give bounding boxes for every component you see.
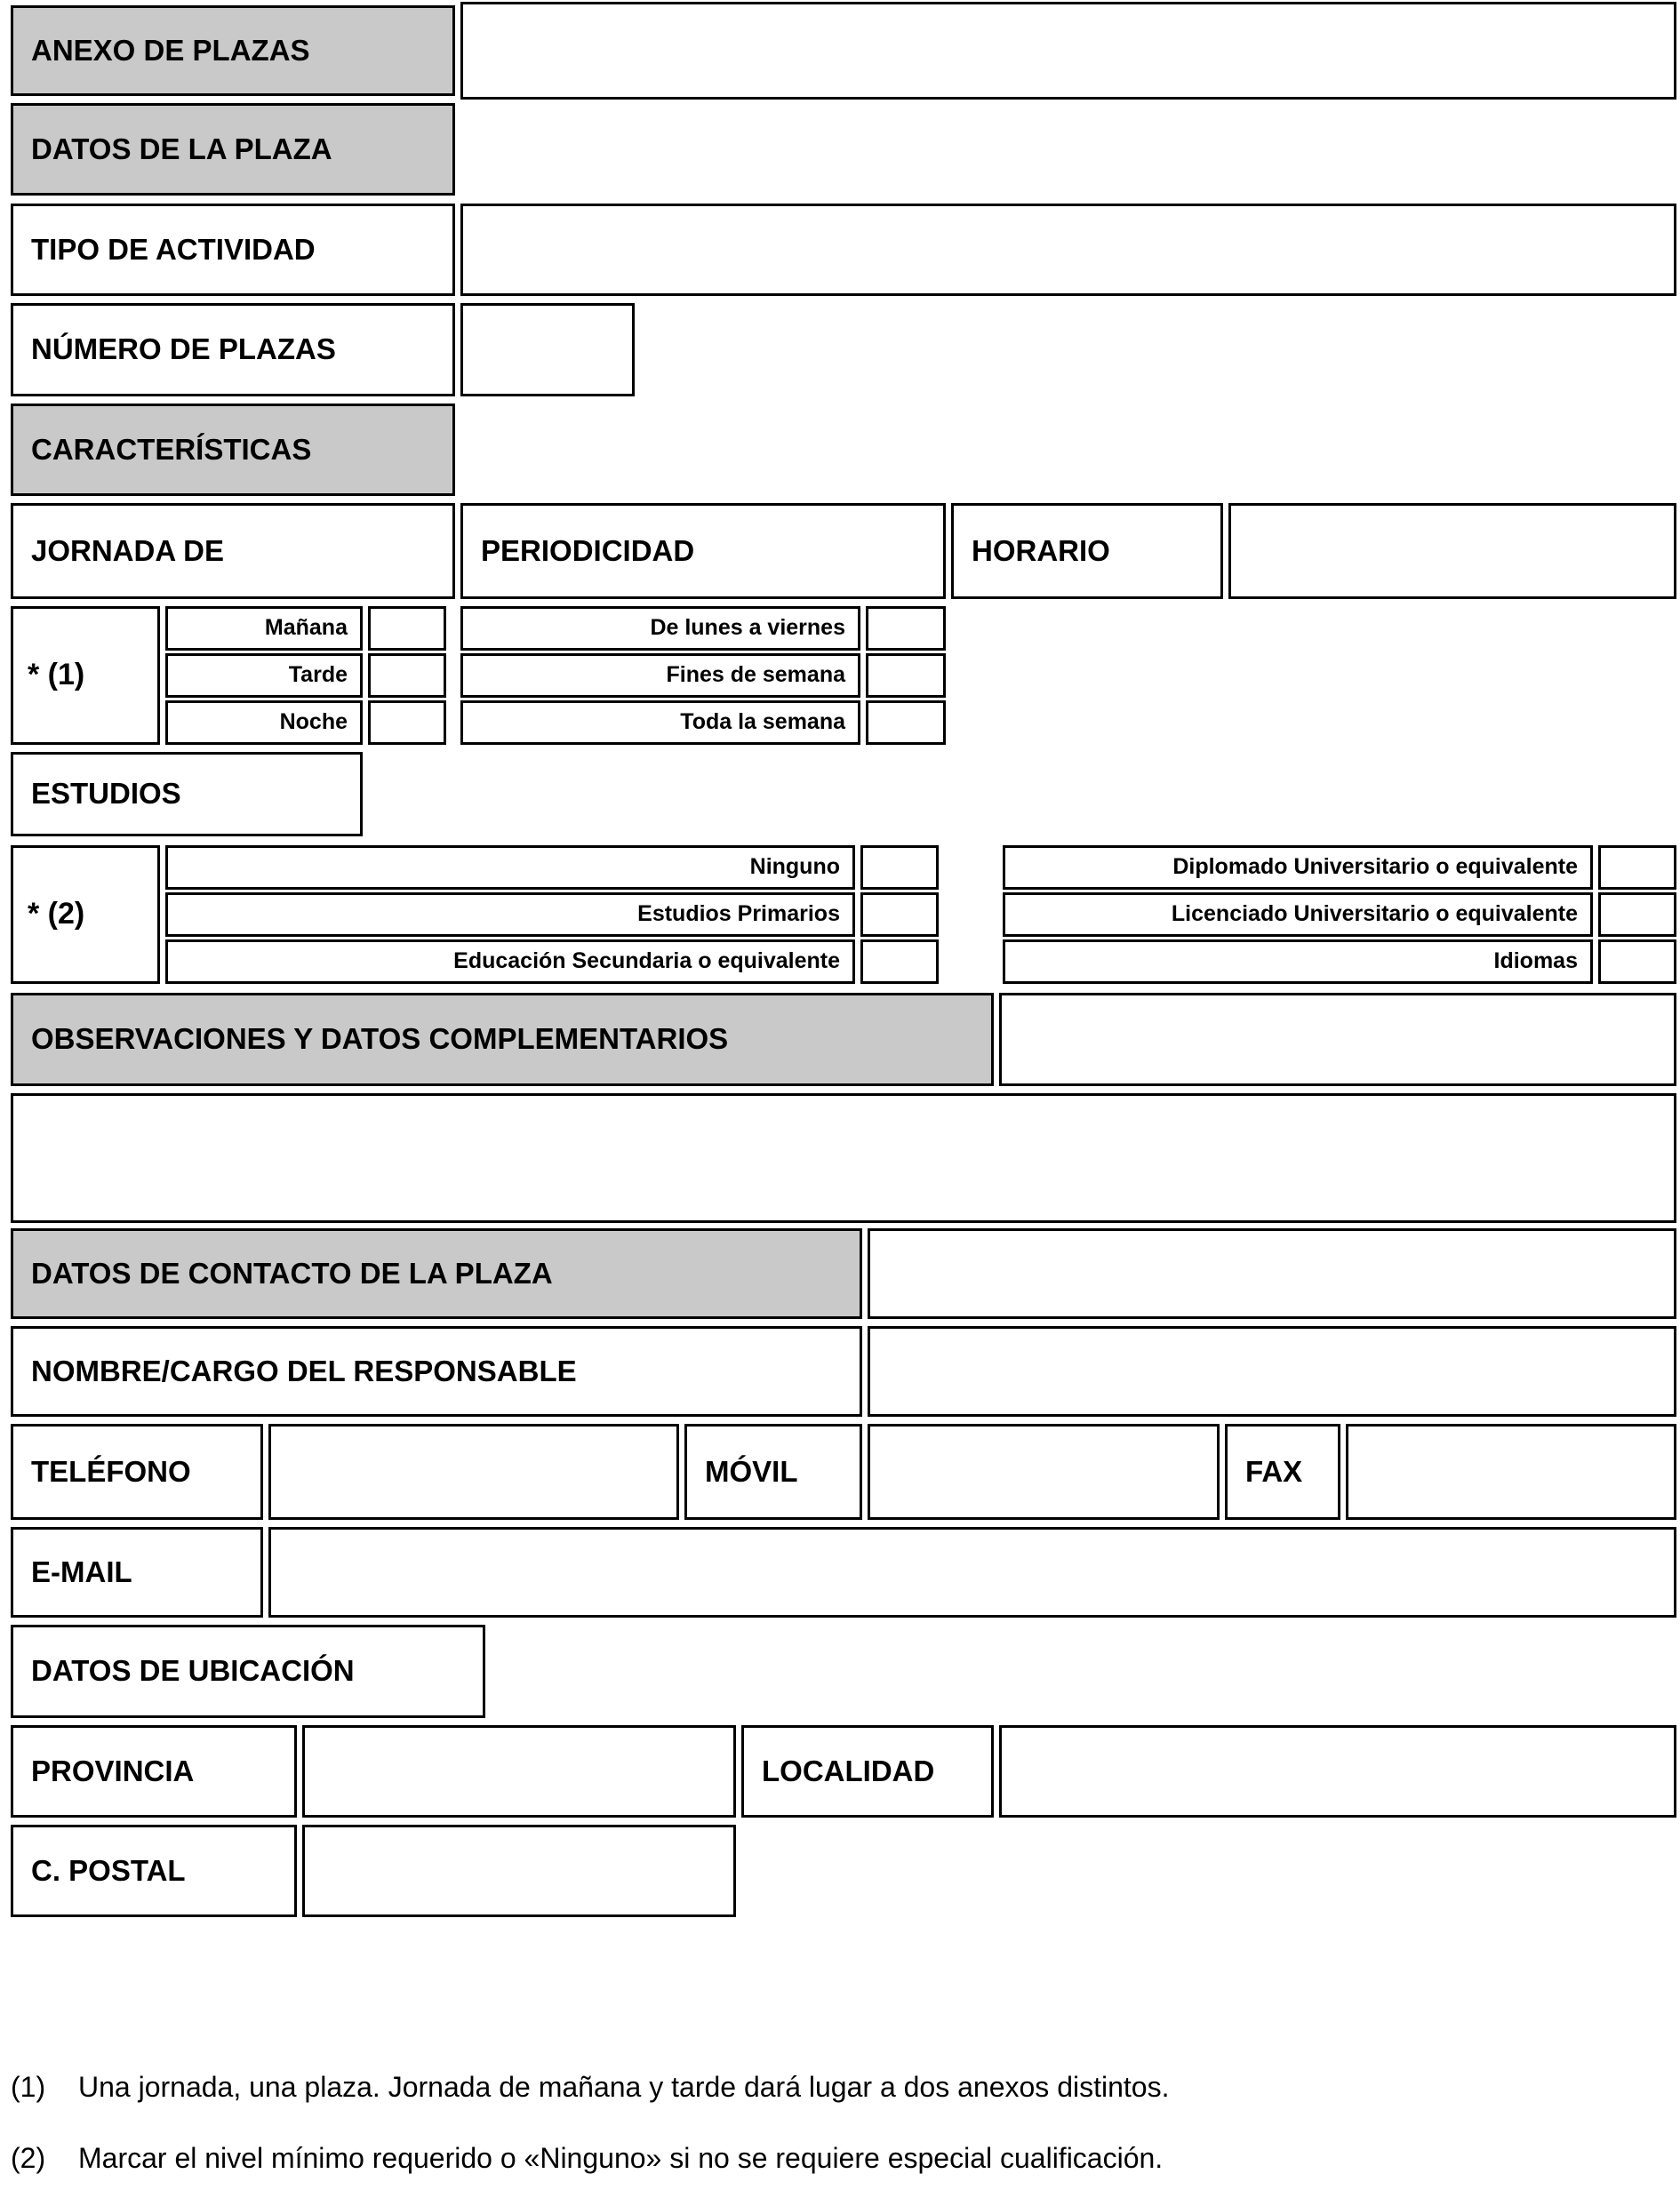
horario-input[interactable] (1228, 503, 1676, 599)
footnote-2-num: (2) (11, 2142, 46, 2174)
periodicidad-option-label-lunes-viernes: De lunes a viernes (460, 606, 860, 651)
cpostal-label: C. POSTAL (11, 1825, 297, 1917)
email-label: E-MAIL (11, 1527, 263, 1618)
provincia-label: PROVINCIA (11, 1725, 297, 1818)
estudios-option-checkbox-secundaria[interactable] (860, 939, 939, 984)
section-datos-plaza: DATOS DE LA PLAZA (11, 103, 455, 196)
estudios-option-checkbox-primarios[interactable] (860, 892, 939, 937)
jornada-option-label-noche: Noche (165, 700, 363, 745)
nombre-cargo-input[interactable] (868, 1326, 1676, 1417)
periodicidad-option-label-fines-semana: Fines de semana (460, 653, 860, 698)
jornada-option-checkbox-noche[interactable] (368, 700, 446, 745)
estudios-option-label-ninguno: Ninguno (165, 845, 855, 890)
periodicidad-option-label-toda-semana: Toda la semana (460, 700, 860, 745)
estudios-option-checkbox-idiomas[interactable] (1598, 939, 1676, 984)
localidad-label: LOCALIDAD (741, 1725, 994, 1818)
movil-input[interactable] (868, 1424, 1220, 1520)
footnote-2 (11, 2142, 1664, 2175)
estudios-label: ESTUDIOS (11, 752, 363, 836)
estudios-option-checkbox-ninguno[interactable] (860, 845, 939, 890)
tipo-actividad-input[interactable] (460, 204, 1676, 296)
footnote-1-num: (1) (11, 2071, 46, 2103)
observaciones-textarea[interactable] (11, 1093, 1676, 1223)
anexo-label: ANEXO DE PLAZAS (11, 5, 455, 96)
jornada-label: JORNADA DE (11, 503, 455, 599)
periodicidad-label: PERIODICIDAD (460, 503, 946, 599)
email-input[interactable] (268, 1527, 1676, 1618)
jornada-option-checkbox-tarde[interactable] (368, 653, 446, 698)
telefono-input[interactable] (268, 1424, 679, 1520)
horario-label: HORARIO (951, 503, 1223, 599)
periodicidad-option-checkbox-lunes-viernes[interactable] (866, 606, 946, 651)
estudios-option-label-primarios: Estudios Primarios (165, 892, 855, 937)
fax-input[interactable] (1346, 1424, 1676, 1520)
estudios-marker: * (2) (11, 845, 160, 984)
section-caracteristicas: CARACTERÍSTICAS (11, 404, 455, 496)
cpostal-input[interactable] (302, 1825, 736, 1917)
anexo-input[interactable] (460, 2, 1676, 100)
estudios-option-label-idiomas: Idiomas (1003, 939, 1593, 984)
footnote-2-text: Marcar el nivel mínimo requerido o «Ninguno» si no se requiere especial cualificación. (78, 2142, 1164, 2174)
numero-plazas-label: NÚMERO DE PLAZAS (11, 303, 455, 396)
jornada-option-checkbox-manana[interactable] (368, 606, 446, 651)
jornada-marker: * (1) (11, 606, 160, 745)
observaciones-side-cell[interactable] (999, 993, 1676, 1086)
observaciones-label: OBSERVACIONES Y DATOS COMPLEMENTARIOS (11, 993, 994, 1086)
jornada-option-label-tarde: Tarde (165, 653, 363, 698)
telefono-label: TELÉFONO (11, 1424, 263, 1520)
nombre-cargo-label: NOMBRE/CARGO DEL RESPONSABLE (11, 1326, 862, 1417)
periodicidad-option-checkbox-fines-semana[interactable] (866, 653, 946, 698)
estudios-option-label-licenciado: Licenciado Universitario o equivalente (1003, 892, 1593, 937)
numero-plazas-input[interactable] (460, 303, 635, 396)
section-contacto: DATOS DE CONTACTO DE LA PLAZA (11, 1228, 862, 1319)
footnote-1 (11, 2071, 1664, 2104)
localidad-input[interactable] (999, 1725, 1676, 1818)
estudios-option-checkbox-diplomado[interactable] (1598, 845, 1676, 890)
provincia-input[interactable] (302, 1725, 736, 1818)
footnote-1-text: Una jornada, una plaza. Jornada de mañana y tarde dará lugar a dos anexos distintos. (78, 2071, 1170, 2103)
contacto-side-cell[interactable] (868, 1228, 1676, 1319)
periodicidad-option-checkbox-toda-semana[interactable] (866, 700, 946, 745)
tipo-actividad-label: TIPO DE ACTIVIDAD (11, 204, 455, 296)
section-ubicacion: DATOS DE UBICACIÓN (11, 1625, 485, 1718)
jornada-option-label-manana: Mañana (165, 606, 363, 651)
movil-label: MÓVIL (684, 1424, 862, 1520)
estudios-option-label-diplomado: Diplomado Universitario o equivalente (1003, 845, 1593, 890)
estudios-option-label-secundaria: Educación Secundaria o equivalente (165, 939, 855, 984)
fax-label: FAX (1225, 1424, 1340, 1520)
estudios-option-checkbox-licenciado[interactable] (1598, 892, 1676, 937)
